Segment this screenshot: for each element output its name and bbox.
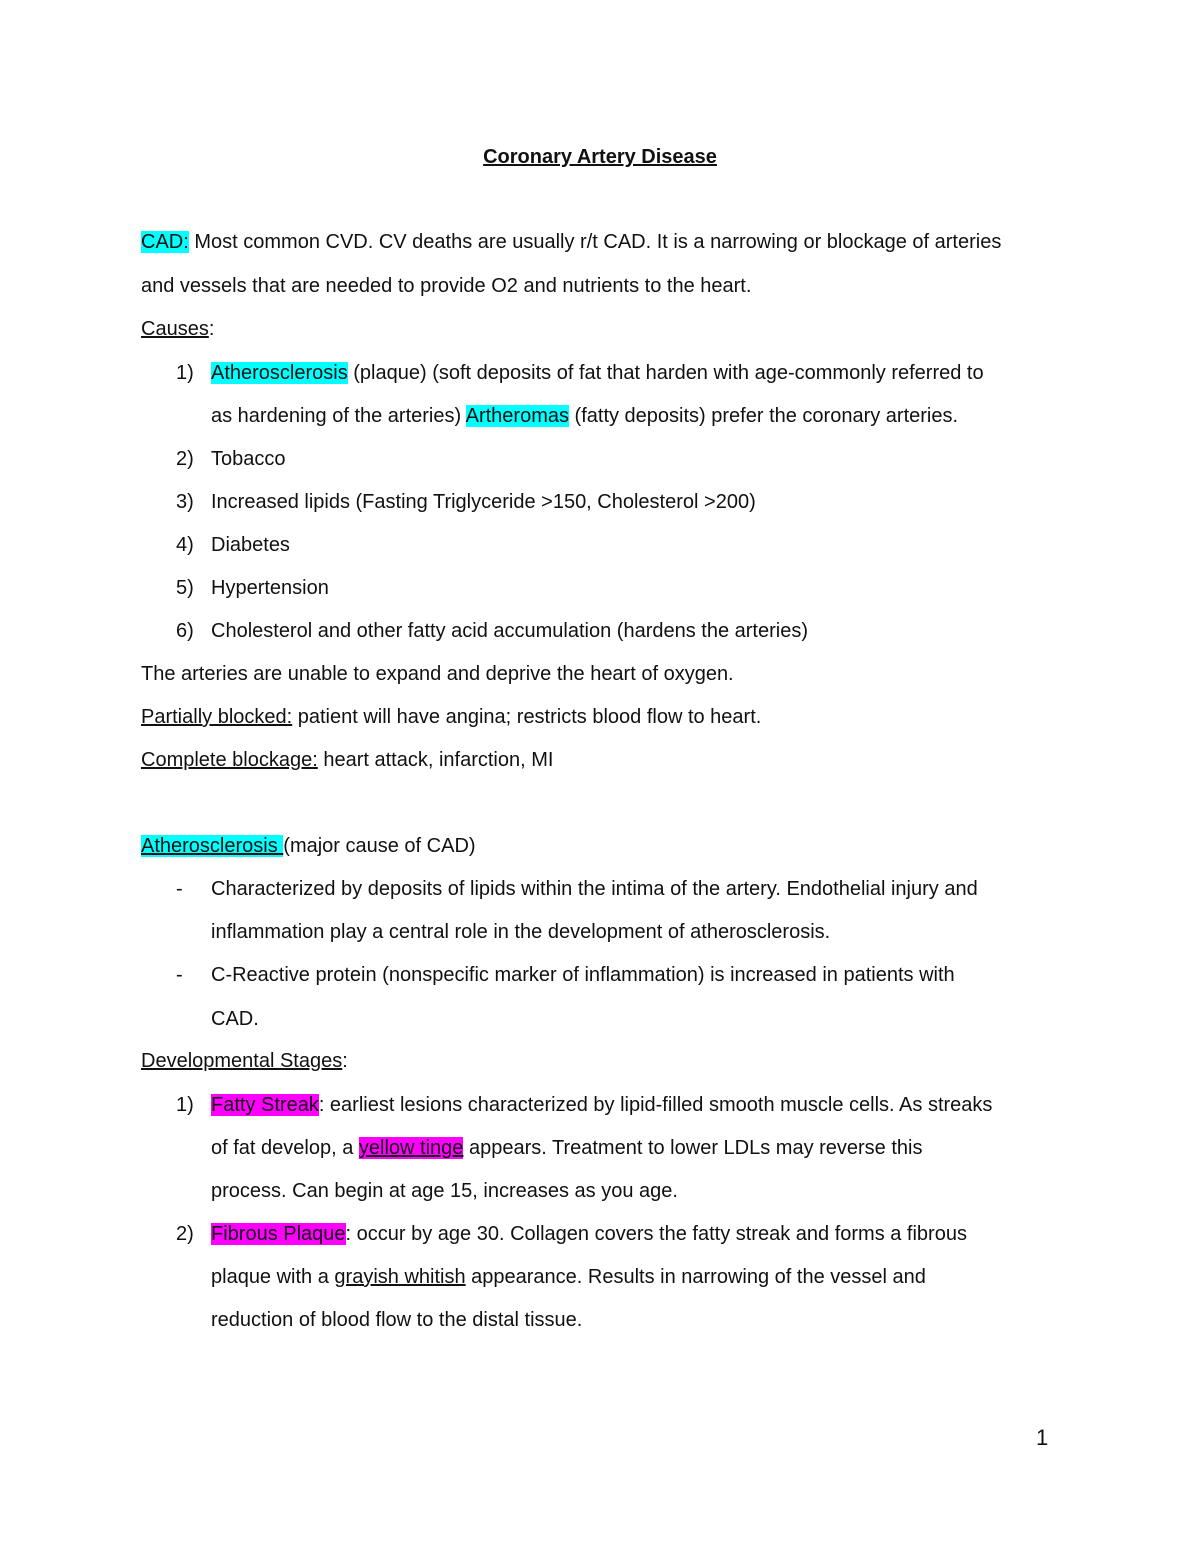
cause-2-number: 2) [176, 448, 194, 470]
athero-bullet-2-line-1: C-Reactive protein (nonspecific marker of inflammation) is increased in patients with [211, 964, 955, 986]
cad-label: CAD: [141, 231, 189, 253]
partially-blocked-line [141, 705, 761, 729]
athero-bullet-1-line-1: Characterized by deposits of lipids within the intima of the artery. Endothelial injury and [211, 878, 978, 900]
causes-heading [141, 317, 214, 341]
stage-1-term: Fatty Streak [211, 1094, 319, 1116]
causes-colon: : [208, 318, 215, 340]
stage-2-line-1 [211, 1222, 967, 1246]
stage-1-line-3: process. Can begin at age 15, increases as you age. [211, 1180, 678, 1202]
atherosclerosis-heading-rest: (major cause of CAD) [283, 835, 476, 857]
cause-1-line-2 [211, 404, 958, 428]
cause-1-line-1 [211, 361, 984, 385]
page-title: Coronary Artery Disease [483, 146, 717, 168]
athero-bullet-1-line-2: inflammation play a central role in the development of atherosclerosis. [211, 921, 831, 943]
stage-2-line-3: reduction of blood flow to the distal tissue. [211, 1309, 583, 1331]
cause-5-number: 5) [176, 577, 194, 599]
stage-2-grayish-whitish: grayish whitish [334, 1266, 466, 1288]
atherosclerosis-heading [141, 834, 476, 858]
stage-1-yellow-tinge: yellow tinge [358, 1137, 464, 1159]
partially-blocked-text: patient will have angina; restricts blood flow to heart. [292, 706, 762, 728]
atherosclerosis-heading-term: Atherosclerosis [141, 835, 284, 857]
complete-blockage-text: heart attack, infarction, MI [317, 749, 554, 771]
athero-bullet-1-dash: - [176, 878, 183, 900]
stage-1-line-1 [211, 1093, 992, 1117]
cause-4-text: Diabetes [211, 534, 290, 556]
complete-blockage-label: Complete blockage: [141, 749, 318, 771]
cad-text-1: Most common CVD. CV deaths are usually r/t CAD. It is a narrowing or blockage of arteries [188, 231, 1002, 253]
athero-bullet-2-dash: - [176, 964, 183, 986]
athero-bullet-2-line-2: CAD. [211, 1008, 259, 1030]
stage-2-line-2 [211, 1265, 926, 1289]
stage-2-text-1: : occur by age 30. Collagen covers the fatty streak and forms a fibrous [345, 1223, 967, 1245]
stages-heading [141, 1049, 348, 1073]
arteries-statement: The arteries are unable to expand and deprive the heart of oxygen. [141, 663, 734, 685]
cause-3-text: Increased lipids (Fasting Triglyceride >150, Cholesterol >200) [211, 491, 756, 513]
stage-2-number: 2) [176, 1223, 194, 1245]
stage-2-term: Fibrous Plaque [211, 1223, 346, 1245]
cause-6-number: 6) [176, 620, 194, 642]
stage-1-text-1: : earliest lesions characterized by lipid-filled smooth muscle cells. As streaks [318, 1094, 993, 1116]
cad-definition-line-1 [141, 230, 1001, 254]
cause-3-number: 3) [176, 491, 194, 513]
cause-2-text: Tobacco [211, 448, 286, 470]
cause-1-term: Atherosclerosis [211, 362, 348, 384]
stage-1-number: 1) [176, 1094, 194, 1116]
stage-1-text-2-pre: of fat develop, a [211, 1137, 359, 1159]
cause-6-text: Cholesterol and other fatty acid accumulation (hardens the arteries) [211, 620, 808, 642]
cause-1-cont-term: Artheromas [465, 405, 569, 427]
cause-5-text: Hypertension [211, 577, 329, 599]
cause-1-cont-pre: as hardening of the arteries) [211, 405, 466, 427]
causes-label: Causes [141, 318, 209, 340]
cause-1-number: 1) [176, 362, 194, 384]
cause-1-text: (plaque) (soft deposits of fat that harden with age-commonly referred to [347, 362, 984, 384]
stage-1-text-2-rest: appears. Treatment to lower LDLs may reverse this [463, 1137, 923, 1159]
stage-2-text-2-rest: appearance. Results in narrowing of the vessel and [465, 1266, 926, 1288]
stage-1-line-2 [211, 1136, 923, 1160]
partially-blocked-label: Partially blocked: [141, 706, 293, 728]
cause-1-cont-rest: (fatty deposits) prefer the coronary arteries. [568, 405, 959, 427]
stages-label: Developmental Stages [141, 1050, 343, 1072]
stages-colon: : [342, 1050, 348, 1072]
stage-2-text-2-pre: plaque with a [211, 1266, 335, 1288]
cad-definition-line-2: and vessels that are needed to provide O2 and nutrients to the heart. [141, 275, 752, 297]
page-number: 1 [1036, 1425, 1049, 1450]
complete-blockage-line [141, 748, 553, 772]
cause-4-number: 4) [176, 534, 194, 556]
